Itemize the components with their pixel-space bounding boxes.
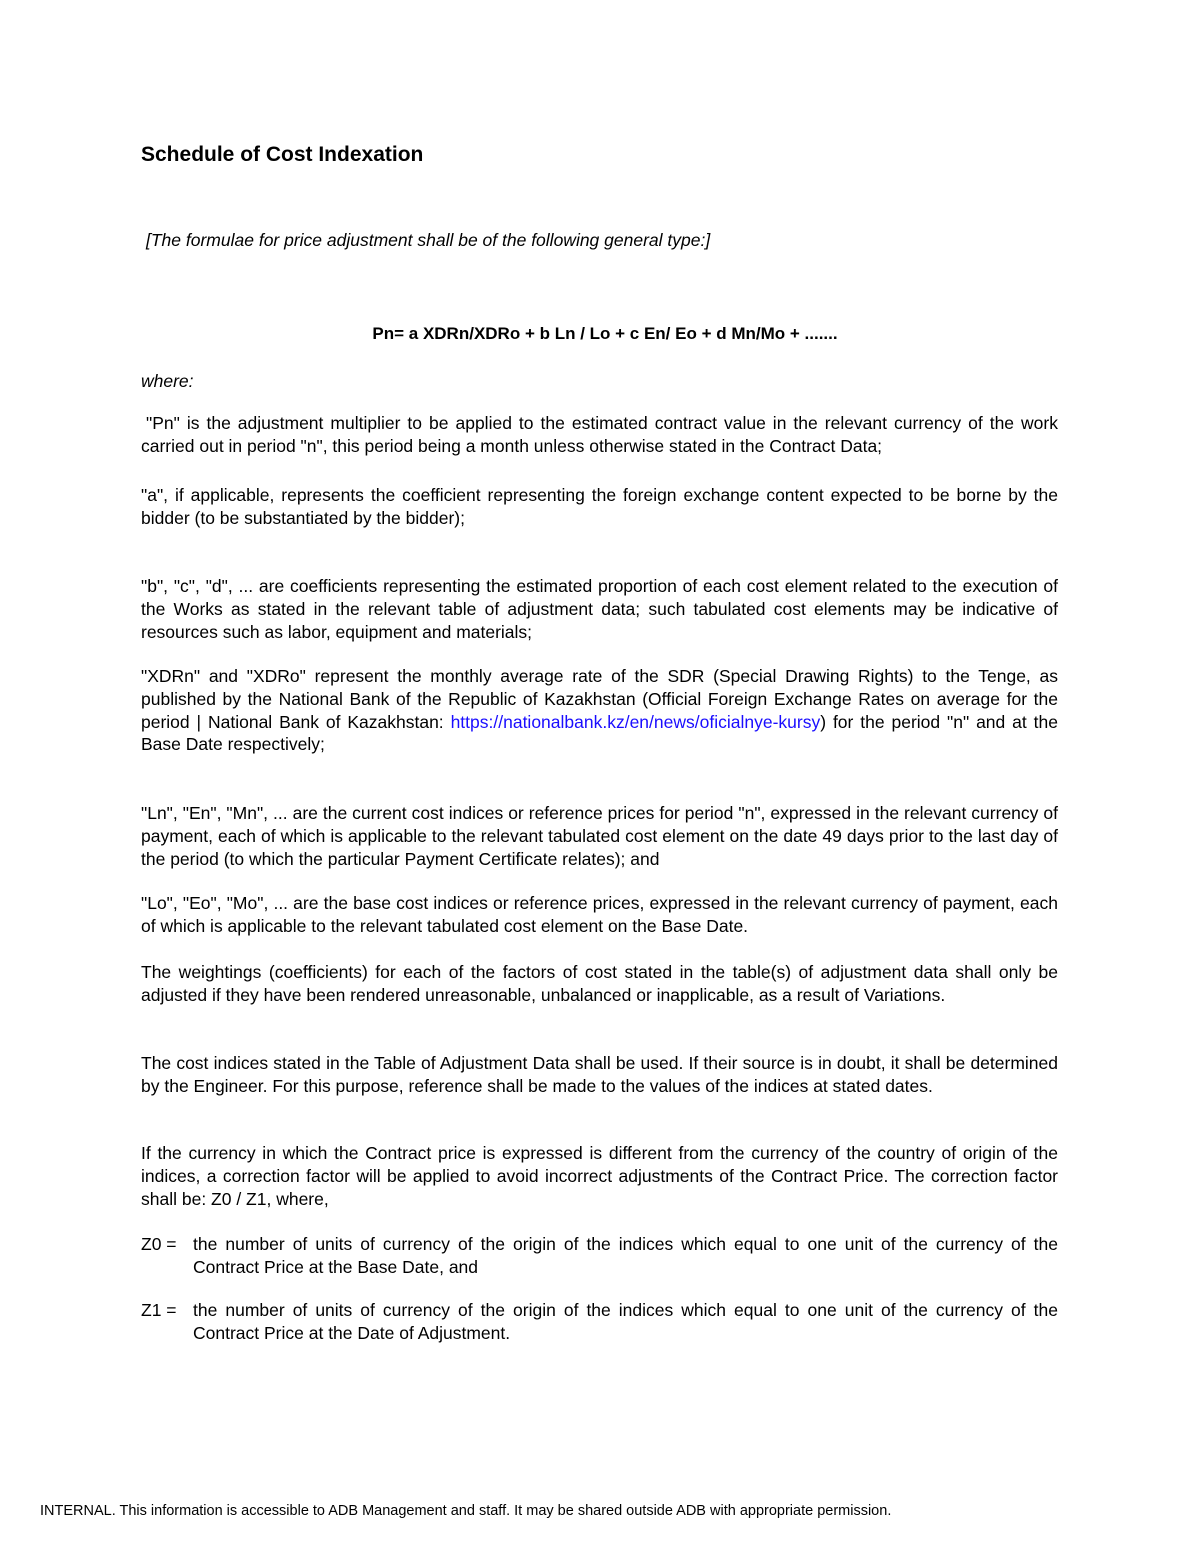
xdr-text-after: ) for the period "n" and at the Base Date respectively; (141, 711, 1058, 755)
price-adjustment-formula: Pn= a XDRn/XDRo + b Ln / Lo + c En/ Eo + d Mn/Mo + ....... (372, 324, 838, 343)
paragraph-pn-definition: "Pn" is the adjustment multiplier to be applied to the estimated contract value in the relevant currency of the work carried out in period "n", this period being a month unless otherwise stated in the Contract Data; (141, 413, 1058, 456)
paragraph-current-indices: "Ln", "En", "Mn", ... are the current cost indices or reference prices for period "n", expressed in the relevant currency of payment, each of which is applicable to the relevant tabulated cost element on the date 49 days prior to the last day of the period (to which the particular Payment Certificate relates); and (141, 803, 1058, 869)
paragraph-a-definition: "a", if applicable, represents the coefficient representing the foreign exchange content expected to be borne by the bidder (to be substantiated by the bidder); (141, 485, 1058, 528)
national-bank-link[interactable]: https://nationalbank.kz/en/news/oficialnye-kursy (450, 711, 821, 732)
page-title: Schedule of Cost Indexation (141, 143, 424, 166)
classification-footer: INTERNAL. This information is accessible to ADB Management and staff. It may be shared outside ADB with appropriate permission. (40, 1503, 892, 1519)
intro-instruction: [The formulae for price adjustment shall be of the following general type:] (146, 230, 711, 250)
where-label: where: (141, 371, 194, 391)
xdr-text-before: "XDRn" and "XDRo" represent the monthly average rate of the SDR (Special Drawing Rights) to the Tenge, as published by the National Bank of the Republic of Kazakhstan (Official Foreign Exchange Rates on average for the period | National Bank of Kazakhstan: (141, 666, 1058, 732)
definition-z0 (141, 1233, 1058, 1279)
paragraph-currency-correction: If the currency in which the Contract price is expressed is different from the currency of the country of origin of the indices, a correction factor will be applied to avoid incorrect adjustments of the Contract Price. The correction factor shall be: Z0 / Z1, where, (141, 1143, 1058, 1209)
z0-symbol: Z0 = (141, 1234, 177, 1254)
z1-symbol: Z1 = (141, 1300, 177, 1320)
paragraph-weightings: The weightings (coefficients) for each of the factors of cost stated in the table(s) of adjustment data shall only be adjusted if they have been rendered unreasonable, unbalanced or inapplicable, as a result of Variations. (141, 962, 1058, 1005)
z1-text: the number of units of currency of the origin of the indices which equal to one unit of the currency of the Contract Price at the Date of Adjustment. (193, 1300, 1058, 1343)
z0-text: the number of units of currency of the origin of the indices which equal to one unit of the currency of the Contract Price at the Base Date, and (193, 1234, 1058, 1277)
paragraph-base-indices: "Lo", "Eo", "Mo", ... are the base cost indices or reference prices, expressed in the relevant currency of payment, each of which is applicable to the relevant tabulated cost element on the Base Date. (141, 893, 1058, 936)
paragraph-cost-indices: The cost indices stated in the Table of Adjustment Data shall be used. If their source is in doubt, it shall be determined by the Engineer. For this purpose, reference shall be made to the values of the indices at stated dates. (141, 1053, 1058, 1096)
definition-z1 (141, 1299, 1058, 1345)
paragraph-bcd-definition: "b", "c", "d", ... are coefficients representing the estimated proportion of each cost element related to the execution of the Works as stated in the relevant table of adjustment data; such tabulated cost elements may be indicative of resources such as labor, equipment and materials; (141, 576, 1058, 642)
paragraph-xdr-definition (141, 665, 1058, 756)
